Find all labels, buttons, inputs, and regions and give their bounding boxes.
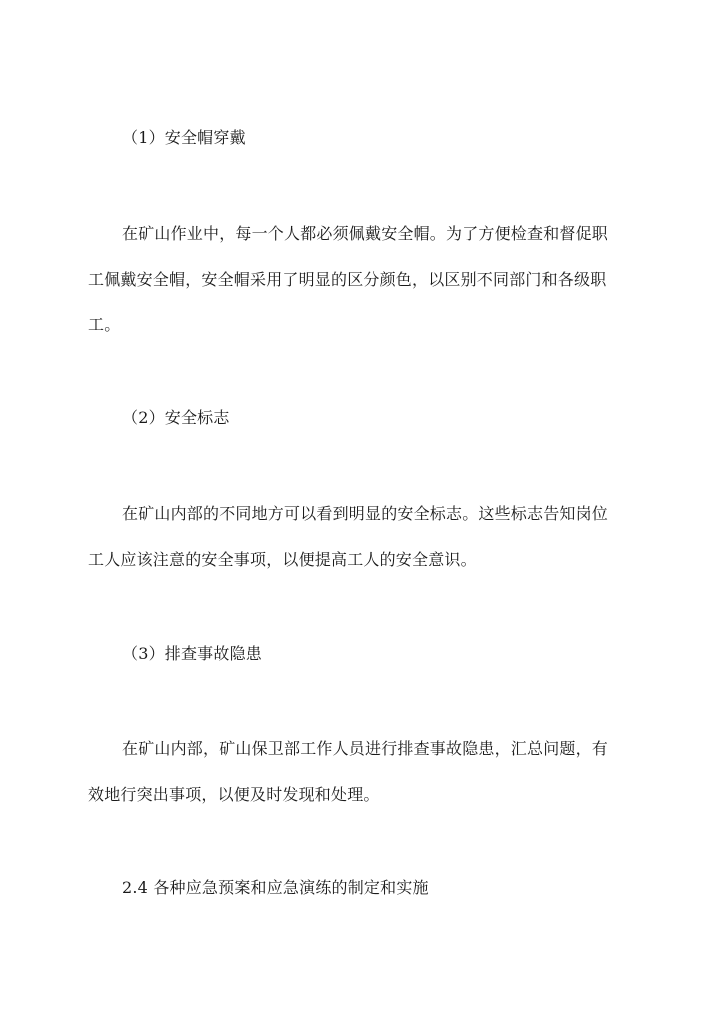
paragraph-line: 工人应该注意的安全事项，以便提高工人的安全意识。 [88,550,477,569]
section-heading-helmet: （1）安全帽穿戴 [122,128,246,147]
section-heading-hazard-check: （3）排查事故隐患 [122,644,262,663]
paragraph-line: 在矿山内部的不同地方可以看到明显的安全标志。这些标志告知岗位 [122,504,609,523]
paragraph-line: 工佩戴安全帽，安全帽采用了明显的区分颜色，以区别不同部门和各级职 [88,270,607,289]
section-heading-emergency-plans: 2.4 各种应急预案和应急演练的制定和实施 [122,878,429,897]
paragraph-line: 在矿山内部，矿山保卫部工作人员进行排查事故隐患，汇总问题，有 [122,739,609,758]
section-heading-safety-signs: （2）安全标志 [122,408,230,427]
paragraph-line: 在矿山作业中，每一个人都必须佩戴安全帽。为了方便检查和督促职 [122,224,609,243]
paragraph-line: 效地行突出事项，以便及时发现和处理。 [88,785,380,804]
paragraph-line: 工。 [88,315,121,334]
